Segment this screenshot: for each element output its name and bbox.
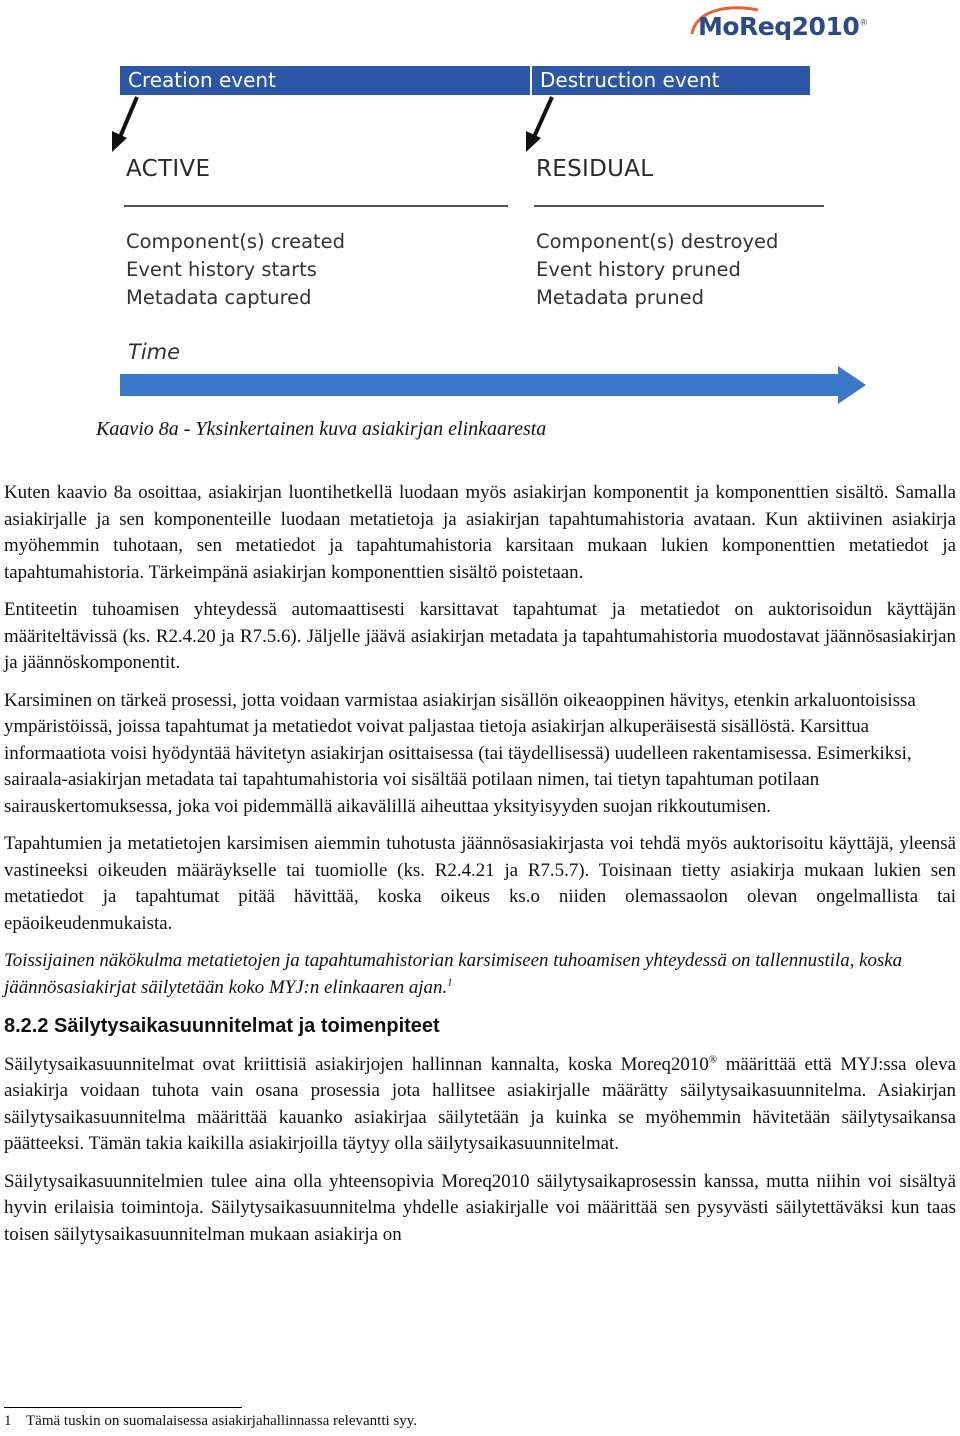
moreq-logo (688, 4, 868, 50)
section-paragraph-text: Säilytysaikasuunnitelmat ovat kriittisiä asiakirjojen hallinnan kannalta, koska Moreq2010 (4, 1053, 709, 1075)
residual-step: Metadata pruned (536, 286, 705, 309)
section-paragraph-text: määrittää että MYJ:ssa oleva asiakirja voidaan tuhota vain osana prosessia jota hallitsee asiakirjalle määrätty säilytysaikasuunnitelma. Asiakirjan säilytysaikasuunnitelma määrittää kauanko asiakirjaa säilytetään ja kuinka se myöhemmin hävitetään säilytysaikansa päätteeksi. Tämän takia kaikilla asiakirjoilla täytyy olla säilytysaikasuunnitelmat. (4, 1053, 956, 1154)
active-step: Component(s) created (126, 230, 346, 253)
section-paragraph: Säilytysaikasuunnitelmien tulee aina olla yhteensopivia Moreq2010 säilytysaikaprosessin kanssa, mutta niihin voi sisältyä hyvin erilaisia toimintoja. Säilytysaikasuunnitelma yhdelle asiakirjalle voi määrittää sen pysyvästi säilytettäväksi kun taas toisen säilytysaikasuunnitelman mukaan asiakirja on (4, 1170, 956, 1245)
active-divider (124, 205, 508, 207)
paragraph: Tapahtumien ja metatietojen karsimisen aiemmin tuhotusta jäännösasiakirjasta voi tehdä myös auktorisoitu käyttäjä, yleensä vastineeksi oikeuden määräykselle tai tuomiolle (ks. R2.4.21 ja R7.5.7). Toisinaan tietty asiakirja mukaan lukien sen metatiedot ja tapahtumat pitää hävittää, koska oikeus ks.o niiden olemassaolon olevan ongelmallista tai epäoikeudenmukaista. (4, 833, 956, 934)
creation-event-label: Creation event (128, 68, 276, 92)
figure-caption: Kaavio 8a - Yksinkertainen kuva asiakirjan elinkaaresta (96, 418, 547, 440)
logo-wordmark: MoReq2010 (698, 12, 860, 41)
destruction-event-label: Destruction event (540, 68, 720, 92)
section-heading: 8.2.2 Säilytysaikasuunnitelmat ja toimenpiteet (4, 1015, 440, 1037)
paragraph: Karsiminen on tärkeä prosessi, jotta voidaan varmistaa asiakirjan sisällön oikeaoppinen hävitys, etenkin arkaluontoisissa ympäristöissä, joissa tapahtumat ja metatiedot voivat paljastaa tietoja asiakirjan alkuperäisestä sisällöstä. Karsittua informaatiota voisi hyödyntää hävitetyn asiakirjan osittaisessa (tai täydellisessä) uudelleen rakentamisessa. Esimerkiksi, sairaala-asiakirjan metadata tai tapahtumahistoria voi sisältää potilaan nimen, tai tietyn tapahtuman potilaan sairauskertomuksessa, joka voi pidemmällä aikavälillä aiheuttaa yksityisyyden suojan rikkoutumisen. (4, 689, 916, 817)
creation-arrow (112, 97, 137, 152)
footnote-number: 1 (4, 1413, 12, 1429)
time-label: Time (128, 340, 181, 364)
logo-registered: ® (859, 18, 868, 29)
destruction-event-bar (532, 66, 810, 95)
italic-paragraph (4, 948, 956, 1001)
footnote (4, 1413, 417, 1430)
residual-step: Component(s) destroyed (536, 230, 779, 253)
footnote-ref[interactable]: 1 (447, 976, 453, 989)
document-body (4, 480, 956, 1259)
logo-text (698, 12, 868, 41)
footnote-divider (4, 1407, 242, 1408)
footnote-text: Tämä tuskin on suomalaisessa asiakirjahallinnassa relevantti syy. (26, 1413, 418, 1429)
time-arrow (120, 366, 866, 404)
residual-step: Event history pruned (536, 258, 741, 281)
active-step: Event history starts (126, 258, 317, 281)
lifecycle-figure (0, 0, 960, 412)
active-title: ACTIVE (126, 156, 211, 182)
italic-paragraph-text: Toissijainen näkökulma metatietojen ja tapahtumahistorian karsimiseen tuhoamisen yhteydessä on tallennustila, koska jäännösasiakirjat säilytetään koko MYJ:n elinkaaren ajan. (4, 950, 903, 998)
residual-divider (534, 205, 824, 207)
section-paragraph (4, 1052, 956, 1158)
registered-mark: ® (708, 1053, 718, 1066)
active-steps (126, 228, 345, 312)
active-step: Metadata captured (126, 286, 312, 309)
residual-title: RESIDUAL (536, 156, 654, 182)
paragraph: Entiteetin tuhoamisen yhteydessä automaattisesti karsittavat tapahtumat ja metatiedot on auktorisoidun käyttäjän määriteltävissä (ks. R2.4.20 ja R7.5.6). Jäljelle jäävä asiakirjan metadata ja tapahtumahistoria muodostavat jäännösasiakirjan ja jäännöskomponentit. (4, 599, 956, 673)
paragraph: Kuten kaavio 8a osoittaa, asiakirjan luontihetkellä luodaan myös asiakirjan komponentit ja komponenttien sisältö. Samalla asiakirjalle ja sen komponenteille luodaan metatietoja ja asiakirjan tapahtumahistoria avataan. Kun aktiivinen asiakirja myöhemmin tuhotaan, sen metatiedot ja tapahtumahistoria karsitaan mukaan lukien komponenttien metatiedot ja tapahtumahistoria. Tärkeimpänä asiakirjan komponenttien sisältö poistetaan. (4, 482, 956, 583)
creation-event-bar (120, 66, 530, 95)
residual-steps (536, 228, 778, 312)
destruction-arrow (526, 97, 552, 152)
